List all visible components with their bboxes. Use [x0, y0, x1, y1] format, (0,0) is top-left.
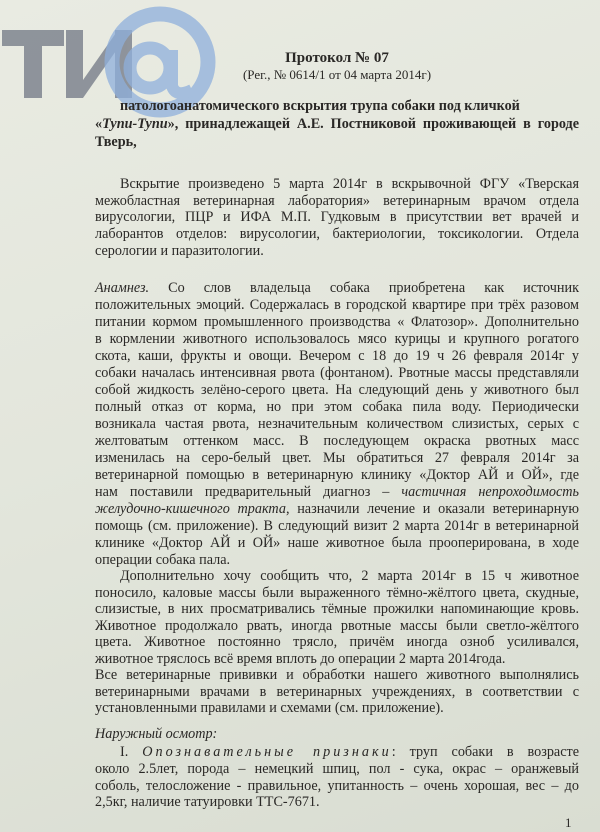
text-segment: помощь (см. приложение). В следующий визит 2 марта 2014г в ветеринарной	[95, 518, 579, 534]
document-line	[95, 700, 579, 716]
document-line	[95, 226, 579, 242]
italic-text: Наружный осмотр:	[95, 726, 218, 742]
document-line	[95, 314, 579, 330]
text-segment: животное тряслось всё время вплоть до операции 2 марта 2014года.	[95, 650, 506, 667]
page-number: 1	[565, 815, 572, 830]
text-segment: питании кормом промышленного производства « Флатозор». Дополнительно	[95, 314, 579, 330]
document-line	[95, 365, 579, 381]
document-line	[95, 134, 579, 150]
text-segment: установленными правилами и схемами (см. приложение).	[95, 700, 444, 716]
document-line	[95, 585, 579, 601]
text-segment: поносило, каловые массы были выраженного тёмно-жёлтого цвета, скудные,	[95, 584, 579, 601]
document-line	[95, 518, 579, 534]
text-segment: ветеринарной помощью в ветеринарную клинику «Доктор АЙ и ОЙ», где	[95, 467, 579, 483]
document-line	[95, 331, 579, 347]
text-segment: : труп собаки в возрасте	[391, 744, 580, 760]
text-segment: соболь, телосложение - правильное, упитанность – очень хорошая, вес – до	[95, 777, 579, 794]
document-line	[95, 601, 579, 617]
document-line	[95, 433, 579, 449]
document-line	[95, 618, 579, 634]
text-segment: цвета. Животное постоянно трясло, причём иногда озноб усиливался,	[95, 634, 579, 650]
italic-text: желудочно-кишечного тракта	[95, 501, 286, 517]
text-segment: «	[95, 116, 103, 132]
document-line	[95, 116, 579, 132]
italic-text: Тупи-Тупи	[102, 116, 168, 132]
text-segment: (Рег., № 0614/1 от 04 марта 2014г)	[242, 66, 432, 82]
text-segment: Животное продолжало рвать, иногда рвотные массы были светло-жёлтого	[95, 617, 579, 634]
text-segment: изменилась на серо-белый цвет. Мы обратиться 27 февраля 2014г за	[95, 450, 579, 466]
text-segment: Все ветеринарные прививки и обработки нашего животного выполнялись	[95, 667, 579, 683]
text-segment: », принадлежащей А.Е. Постниковой проживающей в городе	[167, 116, 579, 132]
text-segment: около 2.5лет, порода – немецкий шпиц, пол - сука, окрас – оранжевый	[95, 761, 579, 777]
text-segment: межобластная ветеринарная лаборатория» ветеринарным врачом отдела	[95, 192, 579, 209]
text-segment: в кормлении животного использовалось мясо курицы и крупного рогатого	[95, 331, 579, 347]
text-segment: серологии и паразитологии.	[95, 242, 264, 259]
text-segment: желтоватым оттенком масс. В последующем окраска рвотных масс	[95, 433, 579, 449]
document-line	[95, 484, 579, 500]
document-line	[120, 744, 579, 760]
text-segment: патологоанатомического вскрытия трупа собаки под кличкой	[120, 98, 520, 114]
document-line	[95, 651, 579, 667]
italic-text: Опознавательные признаки	[142, 744, 392, 760]
document-line	[95, 501, 579, 517]
text-segment: I.	[120, 744, 143, 760]
document-line	[95, 450, 579, 466]
document-line	[95, 634, 579, 650]
document-line	[95, 552, 579, 568]
document-line	[95, 348, 579, 364]
italic-text: частичная непроходимость	[401, 484, 579, 500]
document-line	[95, 684, 579, 700]
text-segment: собой жидкость зелёно-серого цвета. На следующий день у животного был	[95, 382, 579, 398]
document-line	[95, 243, 579, 259]
document-line	[95, 67, 579, 83]
text-segment: 2,5кг, наличие татуировки ТТС-7671.	[95, 794, 320, 810]
document-line	[120, 568, 579, 584]
document-line	[95, 467, 579, 483]
document-line	[95, 535, 579, 551]
document-line	[95, 297, 579, 313]
text-segment: ветеринарными врачами в ветеринарных учреждениях, в соответствии с	[95, 683, 579, 700]
text-segment: лаборантов отделов: вирусологии, бактериологии, токсикологии. Отдела	[95, 226, 579, 242]
text-segment: полный отказ от корма, но при этом собака пила воду. Периодически	[95, 399, 579, 415]
italic-text: Анамнез.	[95, 280, 150, 296]
document-line	[95, 778, 579, 794]
document-line	[95, 399, 579, 415]
document-line	[95, 761, 579, 777]
document-line	[95, 416, 579, 432]
document-line	[120, 98, 579, 114]
text-segment: Вскрытие произведено 5 марта 2014г в вскрывочной ФГУ «Тверская	[120, 176, 579, 192]
text-segment: скота, каши, фрукты и овощи. Вечером с 18 до 19 ч 26 февраля 2014г у	[95, 348, 579, 364]
document-line	[95, 667, 579, 683]
text-segment: нам поставили предварительный диагноз –	[95, 484, 402, 500]
document-line	[95, 50, 579, 66]
text-segment: Со слов владельца собака приобретена как источник	[149, 280, 579, 296]
text-segment: положительных эмоций. Содержалась в городской квартире при трёх разовом	[95, 297, 579, 313]
document-line	[95, 726, 579, 742]
document-line	[95, 209, 579, 225]
text-segment: , назначили лечение и оказали ветеринарную	[285, 501, 579, 517]
text-segment: возникала частая рвота, незначительным количеством слизистых, серых с	[95, 416, 579, 432]
text-segment: Тверь,	[95, 134, 137, 150]
document-line	[120, 176, 579, 192]
text-segment: операции собака пала.	[95, 551, 231, 568]
text-segment: слизистые, в них просматривались тёмные прожилки напоминающие кровь.	[95, 601, 579, 617]
text-segment: клинике «Доктор АЙ и ОЙ» наше животное была прооперирована, в ходе	[95, 535, 579, 551]
document-line	[95, 193, 579, 209]
text-segment: Протокол № 07	[285, 50, 389, 66]
document-line	[95, 280, 579, 296]
document-line	[95, 382, 579, 398]
document-line	[95, 794, 579, 810]
text-segment: собаки началась интенсивная рвота (фонтаном). Рвотные массы представляли	[95, 365, 579, 381]
text-segment: Дополнительно хочу сообщить что, 2 марта 2014г в 15 ч животное	[120, 568, 579, 584]
text-segment: вирусологии, ПЦР и ИФА М.П. Гудковым в присутствии вет врачей и	[95, 209, 579, 225]
